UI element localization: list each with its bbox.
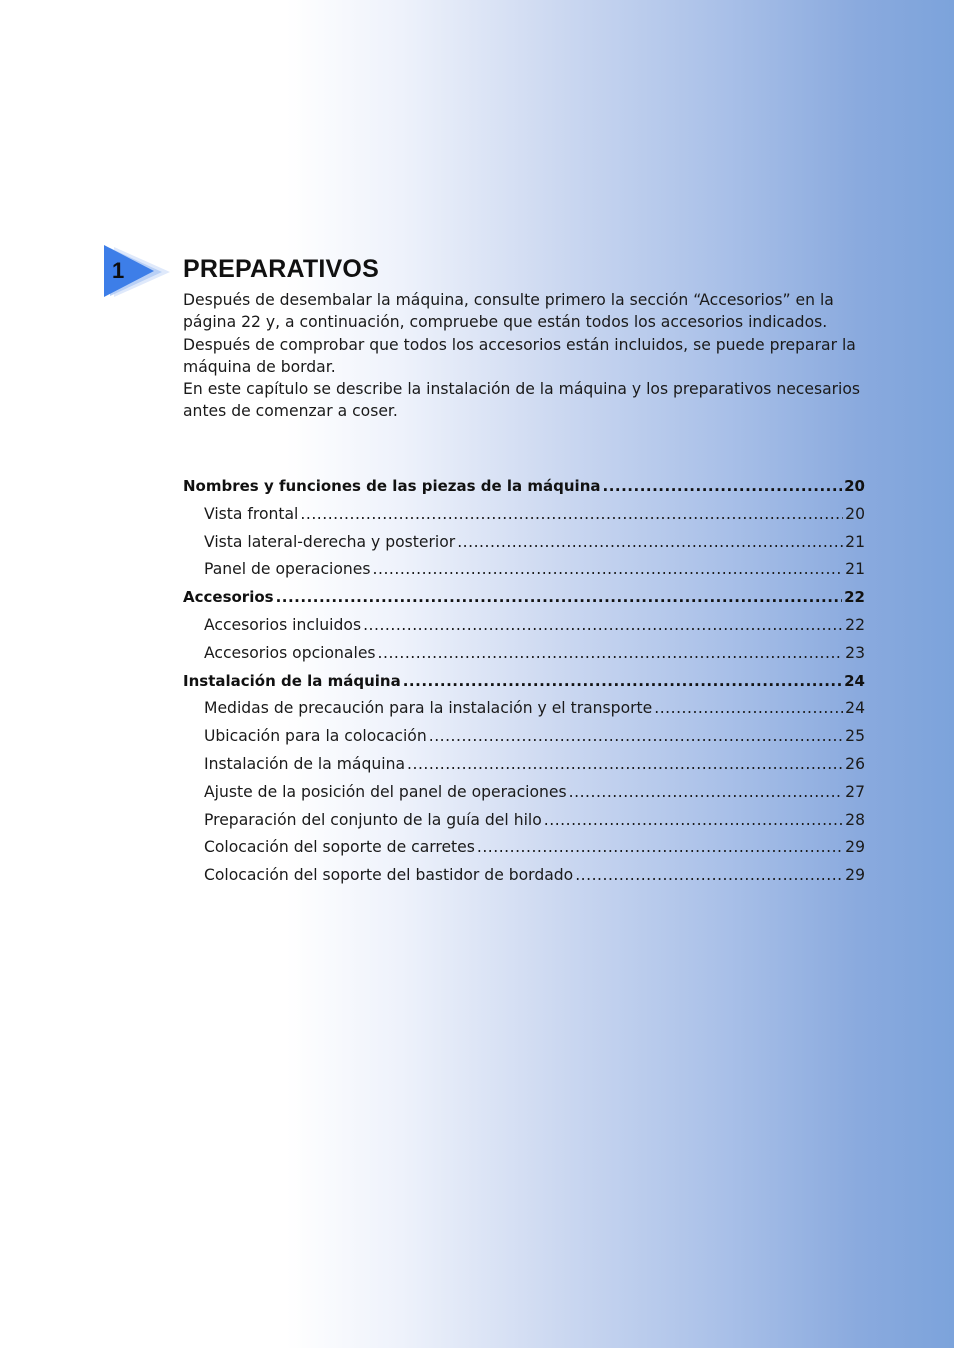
toc-dot-leader <box>378 644 844 662</box>
toc-section-entry[interactable] <box>183 477 865 505</box>
toc-dot-leader <box>403 672 842 690</box>
toc-entry-page-number: 22 <box>844 588 865 607</box>
toc-entry-page-number: 27 <box>845 782 865 801</box>
intro-paragraph: Después de comprobar que todos los accesorios están incluidos, se puede preparar la máquina de bordar. <box>183 335 856 376</box>
toc-subsection-entry[interactable] <box>183 838 865 866</box>
toc-subsection-entry[interactable] <box>183 811 865 839</box>
toc-entry-page-number: 28 <box>845 810 865 829</box>
toc-entry-label: Preparación del conjunto de la guía del hilo <box>204 810 542 829</box>
intro-paragraph: En este capítulo se describe la instalación de la máquina y los preparativos necesarios antes de comenzar a coser. <box>183 380 861 421</box>
toc-subsection-entry[interactable] <box>183 616 865 644</box>
chapter-number: 1 <box>112 258 125 283</box>
toc-dot-leader <box>575 866 843 884</box>
toc-subsection-entry[interactable] <box>183 783 865 811</box>
toc-entry-page-number: 23 <box>845 643 865 662</box>
toc-subsection-entry[interactable] <box>183 866 865 894</box>
toc-dot-leader <box>457 533 843 551</box>
intro-paragraph: Después de desembalar la máquina, consulte primero la sección “Accesorios” en la página 22 y, a continuación, compruebe que están todos los accesorios indicados. <box>183 291 834 332</box>
chapter-marker <box>104 245 170 299</box>
toc-subsection-entry[interactable] <box>183 644 865 672</box>
toc-dot-leader <box>654 699 843 717</box>
toc-entry-label: Accesorios incluidos <box>204 615 362 634</box>
toc-entry-label: Nombres y funciones de las piezas de la máquina <box>183 477 601 495</box>
toc-entry-label: Ubicación para la colocación <box>204 727 427 746</box>
toc-subsection-entry[interactable] <box>183 727 865 755</box>
toc-entry-page-number: 24 <box>844 671 865 690</box>
toc-entry-page-number: 26 <box>845 754 865 773</box>
toc-entry-label: Ajuste de la posición del panel de operaciones <box>204 782 567 801</box>
chapter-intro <box>183 289 873 423</box>
toc-dot-leader <box>363 616 843 634</box>
toc-entry-label: Instalación de la máquina <box>204 754 406 773</box>
toc-entry-page-number: 20 <box>845 504 865 523</box>
toc-dot-leader <box>300 505 843 523</box>
toc-subsection-entry[interactable] <box>183 533 865 561</box>
toc-dot-leader <box>373 560 844 578</box>
toc-entry-label: Accesorios opcionales <box>204 643 376 662</box>
toc-entry-label: Vista frontal <box>204 504 299 523</box>
toc-entry-page-number: 21 <box>845 560 865 579</box>
toc-entry-label: Instalación de la máquina <box>183 671 401 690</box>
toc-dot-leader <box>569 783 844 801</box>
toc-dot-leader <box>276 588 843 606</box>
toc-entry-label: Colocación del soporte de carretes <box>204 838 475 857</box>
toc-entry-page-number: 21 <box>845 532 865 551</box>
toc-dot-leader <box>477 838 843 856</box>
toc-dot-leader <box>603 477 843 495</box>
chapter-title: PREPARATIVOS <box>183 255 379 283</box>
table-of-contents <box>183 477 865 894</box>
toc-subsection-entry[interactable] <box>183 755 865 783</box>
toc-dot-leader <box>407 755 843 773</box>
toc-entry-page-number: 20 <box>844 477 865 495</box>
toc-entry-page-number: 29 <box>845 866 865 885</box>
toc-entry-label: Vista lateral-derecha y posterior <box>204 532 456 551</box>
toc-entry-page-number: 22 <box>845 615 865 634</box>
toc-section-entry[interactable] <box>183 672 865 700</box>
toc-entry-label: Colocación del soporte del bastidor de bordado <box>204 866 574 885</box>
toc-dot-leader <box>429 727 843 745</box>
toc-entry-page-number: 29 <box>845 838 865 857</box>
toc-entry-label: Accesorios <box>183 588 274 607</box>
toc-entry-label: Medidas de precaución para la instalación y el transporte <box>204 699 653 718</box>
toc-section-entry[interactable] <box>183 588 865 616</box>
toc-dot-leader <box>544 811 843 829</box>
toc-subsection-entry[interactable] <box>183 560 865 588</box>
toc-entry-label: Panel de operaciones <box>204 560 371 579</box>
toc-entry-page-number: 24 <box>845 699 865 718</box>
toc-subsection-entry[interactable] <box>183 505 865 533</box>
toc-subsection-entry[interactable] <box>183 699 865 727</box>
toc-entry-page-number: 25 <box>845 727 865 746</box>
